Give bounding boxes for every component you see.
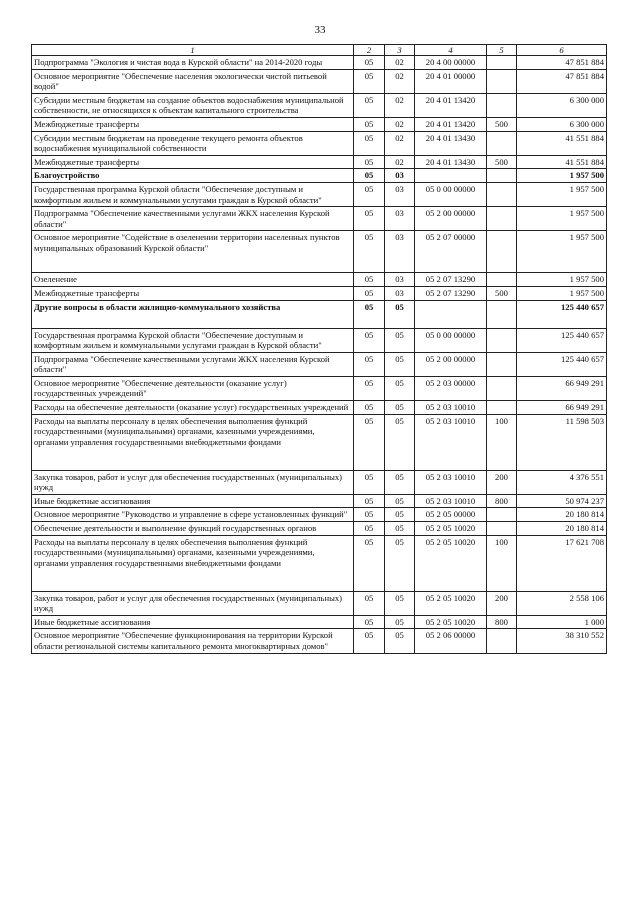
- row-amount-cell: 125 440 657: [517, 328, 607, 352]
- table-row: [32, 352, 607, 376]
- row-target-article-cell: 05 2 03 10010: [415, 414, 487, 470]
- row-section-cell: 05: [354, 131, 385, 155]
- row-amount-cell: 6 300 000: [517, 93, 607, 117]
- header-cell: 5: [487, 45, 517, 56]
- row-expense-type-cell: [487, 522, 517, 536]
- row-section-cell: 05: [354, 286, 385, 300]
- table-row: [32, 615, 607, 629]
- row-name-cell: Подпрограмма "Экология и чистая вода в Курской области" на 2014-2020 годы: [32, 56, 354, 70]
- row-subsection-cell: 05: [385, 591, 415, 615]
- header-cell: 1: [32, 45, 354, 56]
- row-amount-cell: 11 598 503: [517, 414, 607, 470]
- row-expense-type-cell: [487, 352, 517, 376]
- row-expense-type-cell: 800: [487, 615, 517, 629]
- row-name-cell: Межбюджетные трансферты: [32, 155, 354, 169]
- row-name-cell: Другие вопросы в области жилищно-коммунального хозяйства: [32, 300, 354, 328]
- row-section-cell: 05: [354, 117, 385, 131]
- row-name-cell: Основное мероприятие "Обеспечение деятельности (оказание услуг) государственных учреждений": [32, 376, 354, 400]
- row-expense-type-cell: 800: [487, 494, 517, 508]
- table-row: [32, 401, 607, 415]
- row-amount-cell: 66 949 291: [517, 376, 607, 400]
- header-cell: 3: [385, 45, 415, 56]
- row-name-cell: Государственная программа Курской области "Обеспечение доступным и комфортным жильем и коммунальными услугами граждан в Курской области": [32, 182, 354, 206]
- row-section-cell: 05: [354, 401, 385, 415]
- row-subsection-cell: 05: [385, 629, 415, 653]
- row-target-article-cell: 05 2 00 00000: [415, 352, 487, 376]
- row-expense-type-cell: 500: [487, 286, 517, 300]
- row-name-cell: Расходы на выплаты персоналу в целях обеспечения выполнения функций государственными (муниципальными) органами, казенными учреждениями, органами управления государственными внебюджетными фондами: [32, 535, 354, 591]
- table-row: [32, 207, 607, 231]
- row-target-article-cell: 05 2 05 10020: [415, 535, 487, 591]
- row-amount-cell: 1 957 500: [517, 286, 607, 300]
- row-expense-type-cell: [487, 273, 517, 287]
- row-amount-cell: 47 851 884: [517, 56, 607, 70]
- row-subsection-cell: 02: [385, 155, 415, 169]
- row-amount-cell: 1 957 500: [517, 207, 607, 231]
- row-section-cell: 05: [354, 169, 385, 183]
- table-row: [32, 182, 607, 206]
- row-section-cell: 05: [354, 155, 385, 169]
- row-target-article-cell: 05 2 07 00000: [415, 231, 487, 273]
- row-expense-type-cell: 100: [487, 414, 517, 470]
- row-amount-cell: 125 440 657: [517, 352, 607, 376]
- row-subsection-cell: 05: [385, 352, 415, 376]
- row-amount-cell: 20 180 814: [517, 522, 607, 536]
- table-row: [32, 376, 607, 400]
- row-expense-type-cell: [487, 376, 517, 400]
- table-row: [32, 69, 607, 93]
- row-section-cell: 05: [354, 470, 385, 494]
- row-section-cell: 05: [354, 69, 385, 93]
- row-subsection-cell: 05: [385, 401, 415, 415]
- row-amount-cell: 66 949 291: [517, 401, 607, 415]
- row-target-article-cell: 20 4 01 13430: [415, 155, 487, 169]
- page-number: 33: [314, 24, 326, 36]
- row-section-cell: 05: [354, 629, 385, 653]
- table-row: [32, 231, 607, 273]
- row-name-cell: Закупка товаров, работ и услуг для обеспечения государственных (муниципальных) нужд: [32, 470, 354, 494]
- row-name-cell: Основное мероприятие "Содействие в озеленении территории населенных пунктов муниципальных образований Курской области": [32, 231, 354, 273]
- row-subsection-cell: 03: [385, 207, 415, 231]
- table-row: [32, 117, 607, 131]
- row-subsection-cell: 05: [385, 615, 415, 629]
- row-section-cell: 05: [354, 494, 385, 508]
- row-subsection-cell: 05: [385, 414, 415, 470]
- row-section-cell: 05: [354, 522, 385, 536]
- row-expense-type-cell: [487, 207, 517, 231]
- table-row: [32, 56, 607, 70]
- row-target-article-cell: 05 2 03 10010: [415, 401, 487, 415]
- row-subsection-cell: 05: [385, 494, 415, 508]
- table-row: [32, 470, 607, 494]
- row-name-cell: Межбюджетные трансферты: [32, 117, 354, 131]
- table-row: [32, 93, 607, 117]
- row-amount-cell: 38 310 552: [517, 629, 607, 653]
- row-target-article-cell: 05 2 03 00000: [415, 376, 487, 400]
- table-row: [32, 535, 607, 591]
- row-target-article-cell: 05 2 05 00000: [415, 508, 487, 522]
- row-section-cell: 05: [354, 207, 385, 231]
- row-name-cell: Закупка товаров, работ и услуг для обеспечения государственных (муниципальных) нужд: [32, 591, 354, 615]
- row-target-article-cell: 20 4 01 00000: [415, 69, 487, 93]
- row-target-article-cell: 05 2 05 10020: [415, 591, 487, 615]
- row-expense-type-cell: [487, 69, 517, 93]
- budget-table: [31, 44, 607, 654]
- row-expense-type-cell: [487, 56, 517, 70]
- row-section-cell: 05: [354, 93, 385, 117]
- row-section-cell: 05: [354, 182, 385, 206]
- row-target-article-cell: 05 2 03 10010: [415, 494, 487, 508]
- row-section-cell: 05: [354, 352, 385, 376]
- row-target-article-cell: 05 2 05 10020: [415, 522, 487, 536]
- row-amount-cell: 41 551 884: [517, 155, 607, 169]
- row-amount-cell: 1 000: [517, 615, 607, 629]
- row-target-article-cell: 20 4 01 13420: [415, 117, 487, 131]
- row-subsection-cell: 02: [385, 69, 415, 93]
- row-subsection-cell: 03: [385, 169, 415, 183]
- header-cell: 2: [354, 45, 385, 56]
- row-expense-type-cell: [487, 508, 517, 522]
- row-expense-type-cell: [487, 629, 517, 653]
- row-expense-type-cell: 500: [487, 155, 517, 169]
- row-expense-type-cell: [487, 93, 517, 117]
- table-row: [32, 155, 607, 169]
- row-expense-type-cell: [487, 169, 517, 183]
- row-subsection-cell: 03: [385, 273, 415, 287]
- row-amount-cell: 50 974 237: [517, 494, 607, 508]
- row-name-cell: Субсидии местным бюджетам на создание объектов водоснабжения муниципальной собственности, не относящихся к объектам капитального строительства: [32, 93, 354, 117]
- row-name-cell: Иные бюджетные ассигнования: [32, 494, 354, 508]
- row-subsection-cell: 05: [385, 300, 415, 328]
- table-row: [32, 591, 607, 615]
- header-cell: 4: [415, 45, 487, 56]
- row-name-cell: Расходы на обеспечение деятельности (оказание услуг) государственных учреждений: [32, 401, 354, 415]
- row-amount-cell: 41 551 884: [517, 131, 607, 155]
- table-row: [32, 494, 607, 508]
- row-amount-cell: 20 180 814: [517, 508, 607, 522]
- row-amount-cell: 6 300 000: [517, 117, 607, 131]
- row-name-cell: Благоустройство: [32, 169, 354, 183]
- row-subsection-cell: 05: [385, 522, 415, 536]
- row-amount-cell: 1 957 500: [517, 182, 607, 206]
- row-name-cell: Расходы на выплаты персоналу в целях обеспечения выполнения функций государственными (муниципальными) органами, казенными учреждениями, органами управления государственными внебюджетными фондами: [32, 414, 354, 470]
- table-row: [32, 300, 607, 328]
- row-target-article-cell: 05 2 06 00000: [415, 629, 487, 653]
- row-expense-type-cell: 200: [487, 470, 517, 494]
- row-name-cell: Подпрограмма "Обеспечение качественными услугами ЖКХ населения Курской области": [32, 207, 354, 231]
- row-section-cell: 05: [354, 535, 385, 591]
- row-subsection-cell: 02: [385, 117, 415, 131]
- table-row: [32, 328, 607, 352]
- row-subsection-cell: 03: [385, 286, 415, 300]
- row-target-article-cell: 20 4 00 00000: [415, 56, 487, 70]
- row-section-cell: 05: [354, 591, 385, 615]
- row-amount-cell: 17 621 708: [517, 535, 607, 591]
- row-subsection-cell: 03: [385, 231, 415, 273]
- row-subsection-cell: 05: [385, 470, 415, 494]
- row-name-cell: Межбюджетные трансферты: [32, 286, 354, 300]
- row-name-cell: Подпрограмма "Обеспечение качественными услугами ЖКХ населения Курской области": [32, 352, 354, 376]
- row-target-article-cell: [415, 169, 487, 183]
- row-amount-cell: 1 957 500: [517, 169, 607, 183]
- row-section-cell: 05: [354, 376, 385, 400]
- row-section-cell: 05: [354, 231, 385, 273]
- row-target-article-cell: 20 4 01 13430: [415, 131, 487, 155]
- row-expense-type-cell: [487, 231, 517, 273]
- row-section-cell: 05: [354, 414, 385, 470]
- row-amount-cell: 47 851 884: [517, 69, 607, 93]
- row-amount-cell: 1 957 500: [517, 273, 607, 287]
- row-section-cell: 05: [354, 328, 385, 352]
- row-target-article-cell: [415, 300, 487, 328]
- table-row: [32, 131, 607, 155]
- row-subsection-cell: 05: [385, 376, 415, 400]
- row-name-cell: Государственная программа Курской области "Обеспечение доступным и комфортным жильем и коммунальными услугами граждан в Курской области": [32, 328, 354, 352]
- row-subsection-cell: 05: [385, 328, 415, 352]
- table-row: [32, 522, 607, 536]
- row-target-article-cell: 05 2 03 10010: [415, 470, 487, 494]
- row-name-cell: Основное мероприятие "Обеспечение населения экологически чистой питьевой водой": [32, 69, 354, 93]
- row-subsection-cell: 05: [385, 508, 415, 522]
- row-amount-cell: 1 957 500: [517, 231, 607, 273]
- row-amount-cell: 2 558 106: [517, 591, 607, 615]
- header-row: [32, 45, 607, 56]
- table-row: [32, 414, 607, 470]
- row-expense-type-cell: [487, 328, 517, 352]
- row-subsection-cell: 02: [385, 131, 415, 155]
- row-amount-cell: 125 440 657: [517, 300, 607, 328]
- row-name-cell: Обеспечение деятельности и выполнение функций государственных органов: [32, 522, 354, 536]
- row-expense-type-cell: 200: [487, 591, 517, 615]
- row-name-cell: Основное мероприятие "Обеспечение функционирования на территории Курской области региональной системы капитального ремонта многоквартирных домов": [32, 629, 354, 653]
- row-target-article-cell: 05 2 07 13290: [415, 286, 487, 300]
- table-row: [32, 169, 607, 183]
- row-expense-type-cell: [487, 401, 517, 415]
- row-expense-type-cell: [487, 300, 517, 328]
- row-subsection-cell: 03: [385, 182, 415, 206]
- row-amount-cell: 4 376 551: [517, 470, 607, 494]
- row-expense-type-cell: [487, 182, 517, 206]
- row-target-article-cell: 20 4 01 13420: [415, 93, 487, 117]
- row-section-cell: 05: [354, 273, 385, 287]
- row-name-cell: Субсидии местным бюджетам на проведение текущего ремонта объектов водоснабжения муниципальной собственности: [32, 131, 354, 155]
- row-section-cell: 05: [354, 300, 385, 328]
- table-row: [32, 508, 607, 522]
- row-target-article-cell: 05 0 00 00000: [415, 328, 487, 352]
- row-section-cell: 05: [354, 615, 385, 629]
- row-name-cell: Основное мероприятие "Руководство и управление в сфере установленных функций": [32, 508, 354, 522]
- table-row: [32, 286, 607, 300]
- row-target-article-cell: 05 2 05 10020: [415, 615, 487, 629]
- table-row: [32, 629, 607, 653]
- row-target-article-cell: 05 0 00 00000: [415, 182, 487, 206]
- row-subsection-cell: 05: [385, 535, 415, 591]
- row-expense-type-cell: [487, 131, 517, 155]
- row-target-article-cell: 05 2 00 00000: [415, 207, 487, 231]
- row-section-cell: 05: [354, 56, 385, 70]
- header-cell: 6: [517, 45, 607, 56]
- row-subsection-cell: 02: [385, 93, 415, 117]
- row-expense-type-cell: 500: [487, 117, 517, 131]
- row-expense-type-cell: 100: [487, 535, 517, 591]
- row-name-cell: Иные бюджетные ассигнования: [32, 615, 354, 629]
- row-section-cell: 05: [354, 508, 385, 522]
- row-target-article-cell: 05 2 07 13290: [415, 273, 487, 287]
- row-name-cell: Озеленение: [32, 273, 354, 287]
- row-subsection-cell: 02: [385, 56, 415, 70]
- table-row: [32, 273, 607, 287]
